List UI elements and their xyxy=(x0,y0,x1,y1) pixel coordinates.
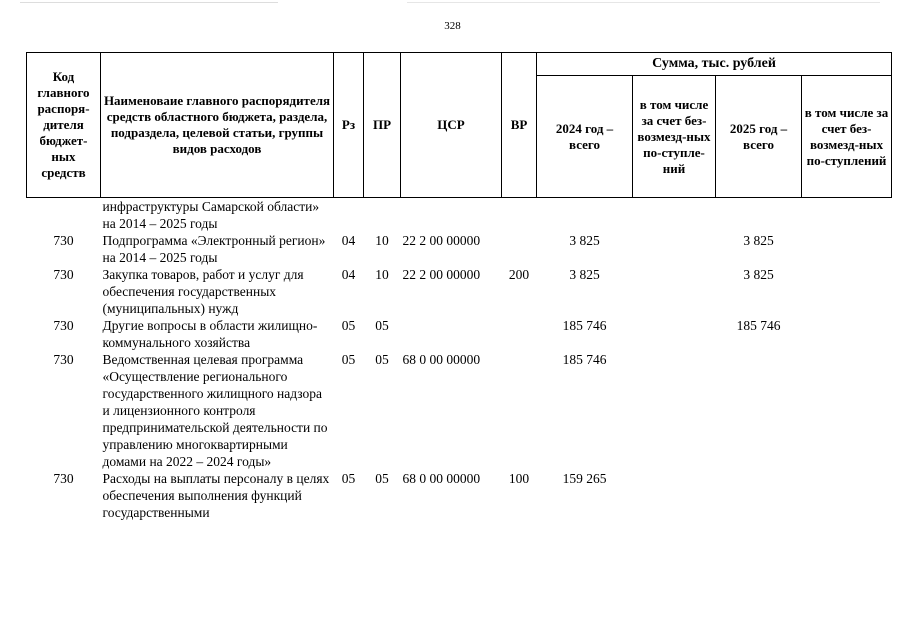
header-2024-incl: в том числе за счет без-возмезд-ных по-ступле-ний xyxy=(633,76,716,198)
header-vr: ВР xyxy=(502,53,537,198)
cell-2025-incl xyxy=(802,198,892,233)
cell-vr xyxy=(502,232,537,266)
cell-2025-total xyxy=(716,198,802,233)
cell-code: 730 xyxy=(53,352,74,367)
cell-csr: 68 0 00 00000 xyxy=(402,352,481,367)
cell-rz: 05 xyxy=(341,318,356,333)
cell-2025-incl xyxy=(802,317,892,351)
cell-name: инфраструктуры Самарской области» на 2014 – 2025 годы xyxy=(102,199,320,231)
header-rz: Рз xyxy=(334,53,364,198)
cell-2025-total: 185 746 xyxy=(736,318,781,333)
cell-2024-total: 3 825 xyxy=(569,233,600,248)
cell-2024-total: 3 825 xyxy=(569,267,600,282)
scan-artifact-line xyxy=(20,2,880,3)
cell-2024-total: 185 746 xyxy=(562,318,607,333)
cell-2025-incl xyxy=(802,266,892,317)
cell-pr: 05 xyxy=(375,352,389,367)
cell-rz xyxy=(334,198,364,233)
cell-2024-incl xyxy=(633,198,716,233)
cell-code xyxy=(27,198,101,233)
header-2025-incl: в том числе за счет без-возмезд-ных по-ступлений xyxy=(802,76,892,198)
cell-2024-incl xyxy=(633,317,716,351)
cell-code: 730 xyxy=(53,318,74,333)
cell-2024-total: 159 265 xyxy=(562,471,607,486)
cell-pr: 10 xyxy=(375,267,389,282)
cell-2024-incl xyxy=(633,232,716,266)
header-2025-total: 2025 год – всего xyxy=(716,76,802,198)
header-csr: ЦСР xyxy=(401,53,502,198)
table-header xyxy=(27,53,892,198)
cell-2025-total: 3 825 xyxy=(743,267,774,282)
cell-rz: 04 xyxy=(341,233,356,248)
cell-code: 730 xyxy=(53,471,74,486)
cell-2024-total: 185 746 xyxy=(562,352,607,367)
cell-pr: 05 xyxy=(375,318,389,333)
cell-2025-incl xyxy=(802,470,892,521)
table-row xyxy=(27,232,892,266)
cell-name: Расходы на выплаты персоналу в целях обеспечения выполнения функций государственными xyxy=(102,471,330,520)
cell-name: Ведомственная целевая программа «Осуществление регионального государственного жилищного надзора и лицензионного контроля предпринимательской деятельности по управлению многоквартирными домами на 2022 – 2024 годы» xyxy=(102,352,328,469)
cell-name: Другие вопросы в области жилищно-коммунального хозяйства xyxy=(102,318,318,350)
cell-vr xyxy=(502,351,537,470)
cell-csr xyxy=(401,198,502,233)
cell-code: 730 xyxy=(53,233,74,248)
cell-vr xyxy=(502,198,537,233)
cell-code: 730 xyxy=(53,267,74,282)
table-row xyxy=(27,470,892,521)
cell-name: Закупка товаров, работ и услуг для обеспечения государственных (муниципальных) нужд xyxy=(102,267,304,316)
table-row xyxy=(27,266,892,317)
cell-rz: 04 xyxy=(341,267,356,282)
cell-2025-total: 3 825 xyxy=(743,233,774,248)
table-row xyxy=(27,317,892,351)
budget-table xyxy=(26,52,892,521)
cell-pr: 05 xyxy=(375,471,389,486)
cell-csr: 22 2 00 00000 xyxy=(402,267,481,282)
table-body xyxy=(27,198,892,522)
cell-rz: 05 xyxy=(341,471,356,486)
cell-2024-incl xyxy=(633,351,716,470)
cell-csr: 22 2 00 00000 xyxy=(402,233,481,248)
cell-csr: 68 0 00 00000 xyxy=(402,471,481,486)
cell-2024-incl xyxy=(633,470,716,521)
header-2024-total: 2024 год – всего xyxy=(537,76,633,198)
page-number: 328 xyxy=(444,20,461,32)
cell-vr: 200 xyxy=(508,267,530,282)
cell-2025-incl xyxy=(802,232,892,266)
cell-2024-incl xyxy=(633,266,716,317)
header-pr: ПР xyxy=(364,53,401,198)
cell-vr: 100 xyxy=(508,471,530,486)
header-name: Наименоваие главного распорядителя средств областного бюджета, раздела, подраздела, целевой статьи, группы видов расходов xyxy=(101,53,334,198)
table-row xyxy=(27,351,892,470)
cell-2025-incl xyxy=(802,351,892,470)
cell-pr xyxy=(364,198,401,233)
cell-rz: 05 xyxy=(341,352,356,367)
cell-2025-total xyxy=(716,470,802,521)
header-code: Код главного распоря-дителя бюджет-ных средств xyxy=(27,53,101,198)
cell-vr xyxy=(502,317,537,351)
cell-csr xyxy=(401,317,502,351)
header-sum-group: Сумма, тыс. рублей xyxy=(537,53,892,76)
table-row xyxy=(27,198,892,233)
cell-name: Подпрограмма «Электронный регион» на 2014 – 2025 годы xyxy=(102,233,326,265)
cell-pr: 10 xyxy=(375,233,389,248)
cell-2025-total xyxy=(716,351,802,470)
cell-2024-total xyxy=(537,198,633,233)
